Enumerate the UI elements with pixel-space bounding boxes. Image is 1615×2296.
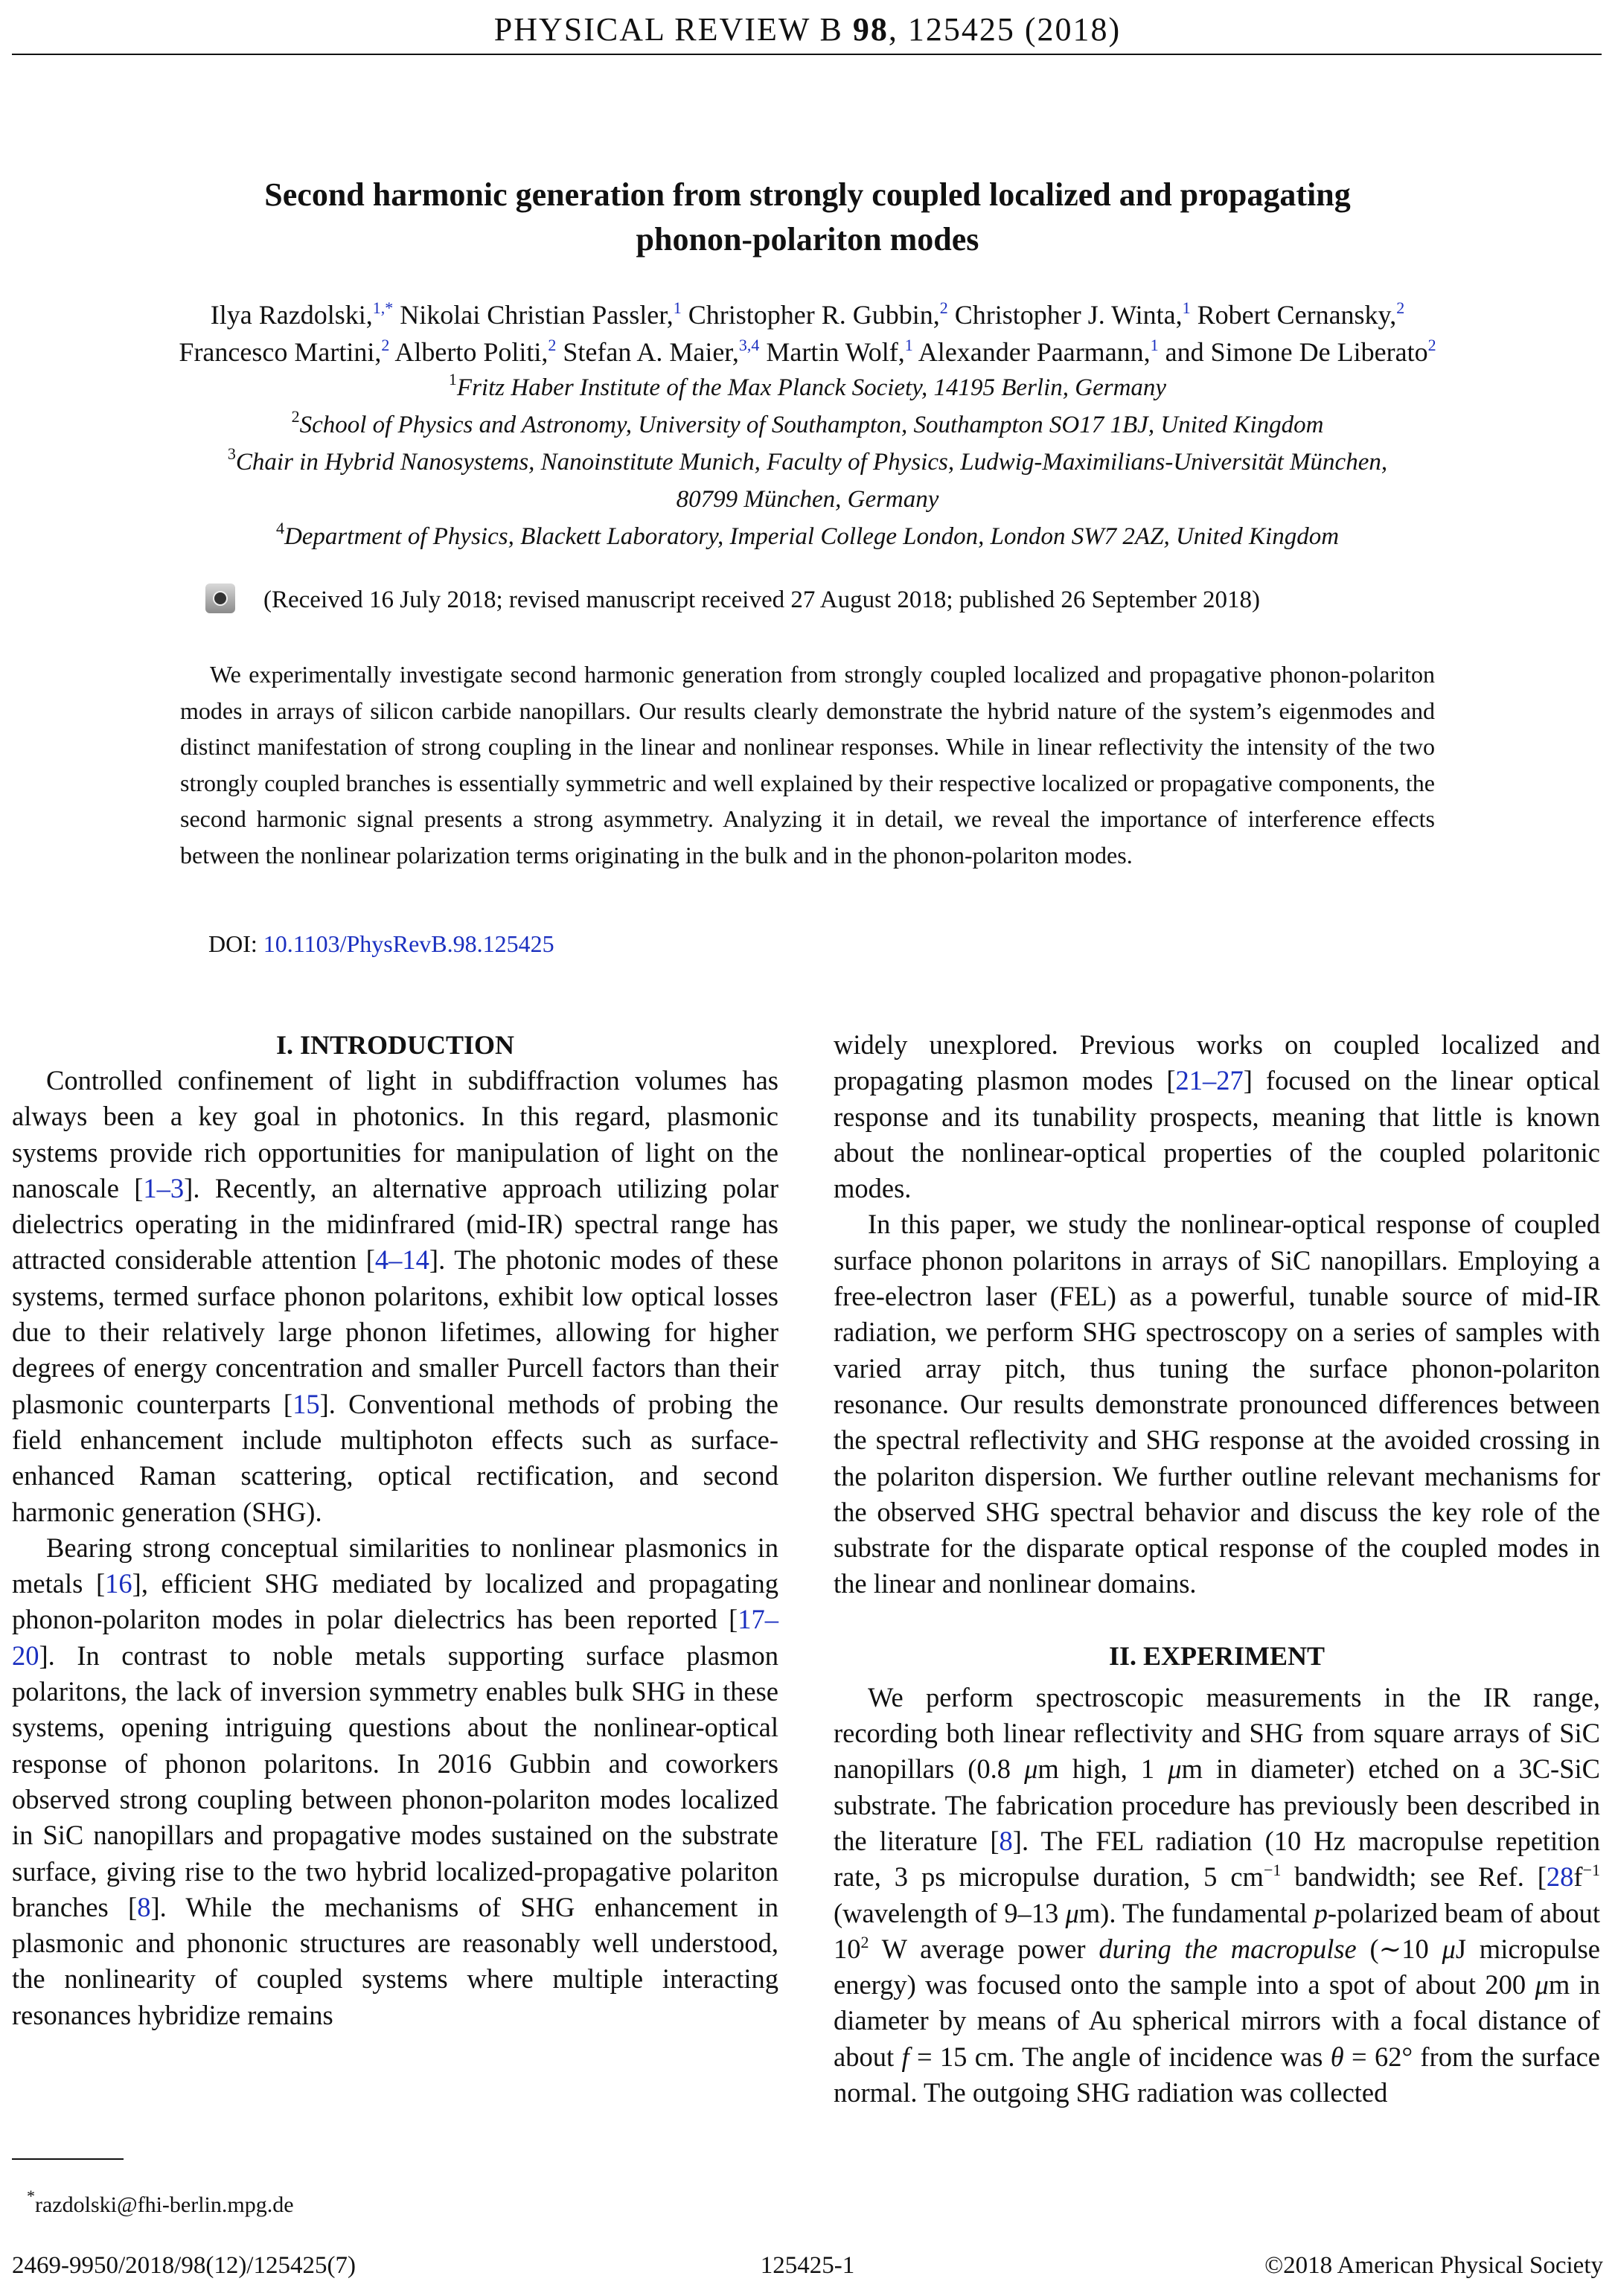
citation-link[interactable]: 4–14 [374, 1244, 429, 1276]
footer-page-number: 125425-1 [760, 2252, 855, 2279]
paragraph: We perform spectroscopic measurements in the IR range, recording both linear reflectivity and SHG from square arrays of SiC nanopillars (0.8 μm high, 1 μm in diameter) etched on a 3C-SiC substrate. The fabrication procedure has previously been described in the literature [8]. The FEL radiation (10 Hz macropulse repetition rate, 3 ps micropulse duration, 5 $cm^{-1}$ bandwidth; see Ref. [$28f^{-1}$ (wavelength of 9–13 μm). The fundamental p-polarized beam of about $10^2$ W average power during the macropulse (∼10 μJ micropulse energy) was focused onto the sample into a spot of about 200 μm in diameter by means of Au spherical mirrors with a focal distance of about f = 15 cm. The angle of incidence was θ = 62° from the surface normal. The outgoing SHG radiation was collected [834, 1681, 1601, 2108]
citation-link[interactable]: 8 [137, 1891, 151, 1922]
doi-link[interactable]: 10.1103/PhysRevB.98.125425 [263, 930, 554, 957]
citation-link[interactable]: 16 [105, 1568, 132, 1599]
citation-link[interactable]: 28 [1546, 1861, 1574, 1893]
citation-link[interactable]: 15 [292, 1388, 320, 1419]
citation-link[interactable]: 1–3 [143, 1172, 185, 1203]
paper-title: Second harmonic generation from strongly coupled localized and propagating phonon-polariton modes [264, 176, 1351, 258]
left-column [12, 1027, 778, 2033]
affiliations: $^1$Fritz Haber Institute of the Max Planck Society, 14195 Berlin, Germany $^2$School of Physics and Astronomy, University of Southampton, Southampton SO17 1BJ, United Kingdom $^3$Chair in Hybrid Nanosystems, Nanoinstitute Munich, Faculty of Physics, Ludwig-Maximilians-Universität München, 80799 München, Germany $^4$Department of Physics, Blackett Laboratory, Imperial College London, London SW7 2AZ, United Kingdom [227, 370, 1388, 550]
citation-link[interactable]: 17–20 [12, 1604, 778, 1671]
citation-link[interactable]: 21–27 [1175, 1065, 1244, 1096]
footer-copyright: ©2018 American Physical Society [1264, 2252, 1603, 2279]
author-list: Ilya Razdolski,$^{1,*}$ Nikolai Christian Passler,$^1$ Christopher R. Gubbin,$^2$ Christopher J. Winta,$^1$ Robert Cernansky,$^2$ Francesco Martini,$^2$ Alberto Politi,$^2$ Stefan A. Maier,$^{3,4}$ Martin Wolf,$^1$ Alexander Paarmann,$^1$ and Simone De Liberato$^2$ [179, 298, 1436, 367]
paragraph: In this paper, we study the nonlinear-optical response of coupled surface phonon polaritons in arrays of SiC nanopillars. Employing a free-electron laser (FEL) as a powerful, tunable source of mid-IR radiation, we perform SHG spectroscopy on a series of samples with varied array pitch, thus tuning the surface phonon-polariton resonance. Our results demonstrate pronounced differences between the spectral reflectivity and SHG response at the avoided crossing in the polariton dispersion. We further outline relevant mechanisms for the observed SHG spectral behavior and discuss the key role of the substrate for the disparate optical response of the coupled modes in the linear and nonlinear domains. [834, 1209, 1600, 1599]
author: Alberto Politi, [389, 337, 549, 367]
author: Christopher J. Winta, [947, 300, 1183, 330]
paragraph: Bearing strong conceptual similarities to nonlinear plasmonics in metals [16], efficient SHG mediated by localized and propagating phonon-polariton modes in polar dielectrics has been reported [17–20]. In contrast to noble metals supporting surface plasmon polaritons, the lack of inversion symmetry enables bulk SHG in these systems, opening intriguing questions about the nonlinear-optical response of phonon polaritons. In 2016 Gubbin and coworkers observed strong coupling between phonon-polariton modes localized in SiC nanopillars and propagative modes sustained on the substrate surface, giving rise to the two hybrid localized-propagative polariton branches [8]. While the mechanisms of SHG enhancement in plasmonic and phononic structures are reasonably well understood, the nonlinearity of coupled systems where multiple interacting resonances hybridize remains [12, 1532, 779, 2030]
author: Ilya Razdolski, [210, 300, 373, 330]
header-rule [12, 54, 1602, 55]
journal-header: PHYSICAL REVIEW B 98, 125425 (2018) [493, 11, 1122, 48]
citation-link[interactable]: 8 [999, 1825, 1013, 1856]
footer-issn: 2469-9950/2018/98(12)/125425(7) [12, 2252, 356, 2279]
paragraph: Controlled confinement of light in subdiffraction volumes has always been a key goal in photonics. In this regard, plasmonic systems provide rich opportunities for manipulation of light on the nanoscale [1–3]. Recently, an alternative approach utilizing polar dielectrics operating in the midinfrared (mid-IR) spectral range has attracted considerable attention [4–14]. The photonic modes of these systems, termed surface phonon polaritons, exhibit low optical losses due to their relatively large phonon lifetimes, allowing for higher degrees of energy concentration and smaller Purcell factors than their plasmonic counterparts [15]. Conventional methods of probing the field enhancement include multiphoton effects such as surface-enhanced Raman scattering, optical rectification, and second harmonic generation (SHG). [12, 1065, 778, 1527]
author: Christopher R. Gubbin, [681, 300, 940, 330]
author: and Simone De Liberato [1158, 337, 1428, 367]
abstract: We experimentally investigate second harmonic generation from strongly coupled localized and propagative phonon-polariton modes in arrays of silicon carbide nanopillars. Our results clearly demonstrate the hybrid nature of the system’s eigenmodes and distinct manifestation of strong coupling in the linear and nonlinear responses. While in linear reflectivity the intensity of the two strongly coupled branches is essentially symmetric and well explained by their respective localized or propagative components, the second harmonic signal presents a strong asymmetry. Analyzing it in detail, we reveal the importance of interference effects between the nonlinear polarization terms originating in the bulk and in the phonon-polariton modes. [180, 661, 1435, 869]
crossmark-icon[interactable] [205, 583, 235, 613]
footnote: *razdolski@fhi-berlin.mpg.de [27, 2187, 294, 2217]
author: Alexander Paarmann, [912, 337, 1151, 367]
footnote-rule [12, 2158, 124, 2160]
author: Stefan A. Maier, [556, 337, 739, 367]
doi: DOI: 10.1103/PhysRevB.98.125425 [208, 930, 554, 957]
author: Nikolai Christian Passler, [393, 300, 674, 330]
author: Francesco Martini, [179, 337, 382, 367]
paragraph: widely unexplored. Previous works on coupled localized and propagating plasmon modes [21–27] focused on the linear optical response and its tunability prospects, meaning that little is known about the nonlinear-optical properties of the coupled polaritonic modes. [834, 1029, 1600, 1204]
right-column [834, 1027, 1600, 2111]
author: Martin Wolf, [759, 337, 905, 367]
author: Robert Cernansky, [1190, 300, 1397, 330]
section-heading-introduction: I. INTRODUCTION [275, 1030, 515, 1060]
section-heading-experiment: II. EXPERIMENT [1108, 1640, 1325, 1671]
received-dates: (Received 16 July 2018; revised manuscript received 27 August 2018; published 26 September 2018) [263, 586, 1260, 613]
